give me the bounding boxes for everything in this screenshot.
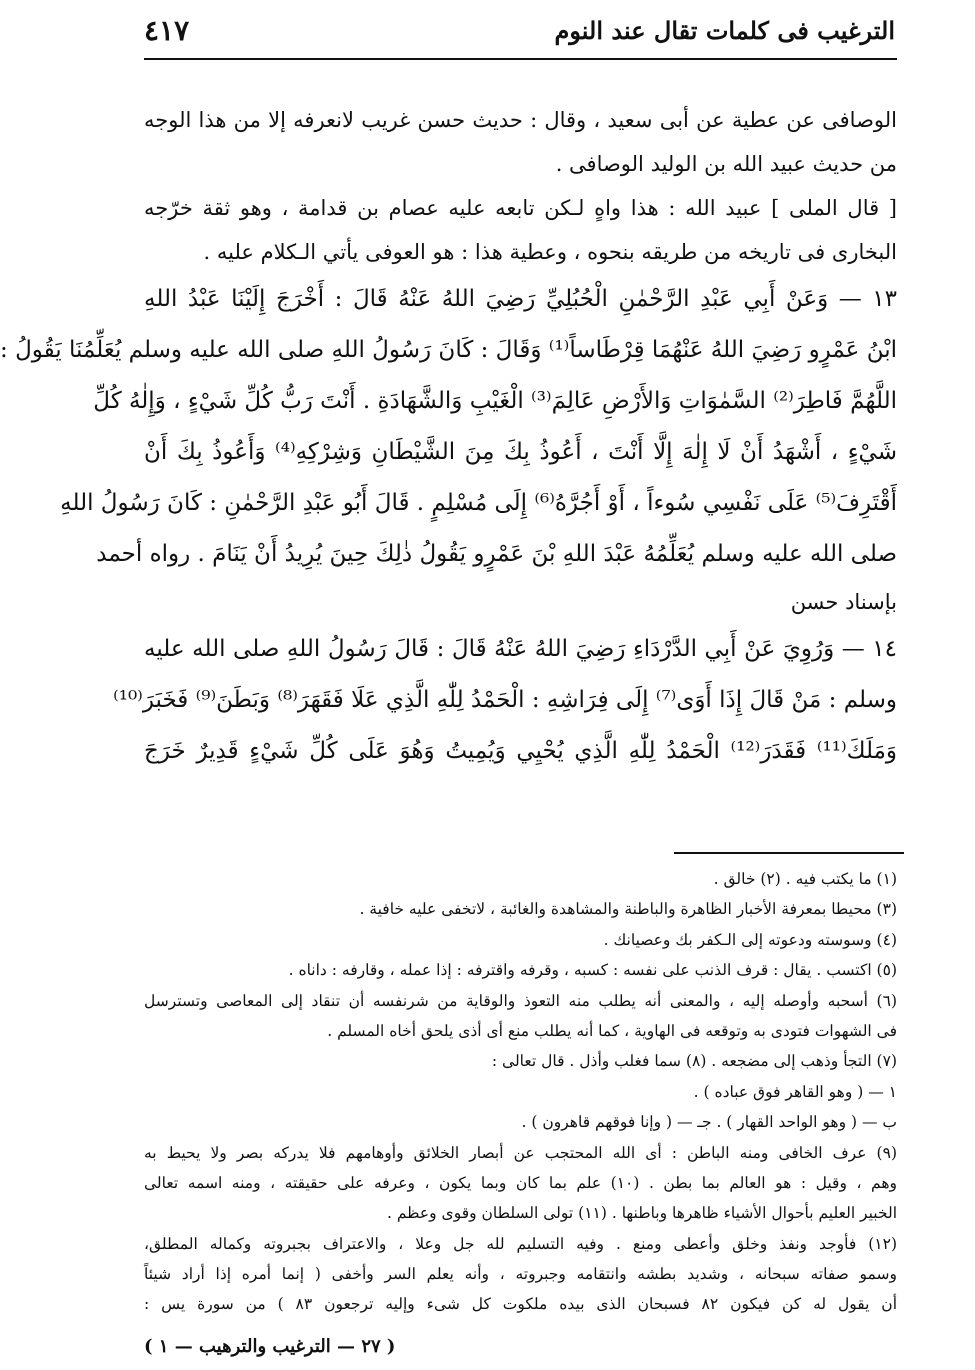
signature-mark: ( ٢٧ — الترغيب والترهيب — ١ ) [144, 1336, 396, 1357]
text-line: شَيْءٍ ، أَشْهَدُ أَنْ لَا إِلٰهَ إِلَّا أَنْتَ ، أَعُوذُ بِكَ مِنَ الشَّيْطَانِ وَشِرْكِهِ⁽⁴⁾ وَأَعُوذُ بِكَ أَنْ [144, 439, 898, 465]
footnote-line: (٣) محيطا بمعرفة الأخبار الظاهرة والباطنة والمشاهدة والغائبة ، لاتخفى عليه خافية . [359, 900, 897, 919]
footnote-line: (٦) أسحبه وأوصله إليه ، والمعنى أنه يطلب منه التعوذ والوقاية من شرنفسه أن تنقاد إلى المعاصى وتسترسل [144, 991, 897, 1010]
footnote-line: ب — ( وهو الواحد القهار ) . جـ — ( وإنا فوقهم قاهرون ) . [521, 1113, 897, 1132]
footnote-line: (١) ما يكتب فيه . (٢) خالق . [713, 870, 897, 888]
text-line: وَمَلَكَ⁽¹¹⁾ فَقَدَرَ⁽¹²⁾ الْحَمْدُ لِلّٰهِ الَّذِي يُحْيِي وَيُمِيتُ وَهُوَ عَلَى كُلِّ شَيْءٍ قَدِيرٌ خَرَجَ [144, 738, 898, 764]
footnote-line: وهم ، وقيل : هو العالم بما بطن . (١٠) علم بما كان وبما يكون ، وعرفه على حقيقته ، ومنه اسمه تعالى [144, 1173, 897, 1192]
text-line: أَقْتَرِفَ⁽⁵⁾ عَلَى نَفْسِي سُوءاً ، أَوْ أَجُرَّهُ⁽⁶⁾ إِلَى مُسْلِمٍ . قَالَ أَبُو عَبْدِ الرَّحْمٰنِ : كَانَ رَسُولُ اللهِ [60, 490, 897, 516]
footnote-line: (٩) عرف الخافى ومنه الباطن : أى الله المحتجب عن أبصار الخلائق وأوهامهم فلا يدركه بصر ولا يحيط به [144, 1143, 897, 1162]
text-line: ١٤ — وَرُوِيَ عَنْ أَبِي الدَّرْدَاءِ رَضِيَ اللهُ عَنْهُ قَالَ : قَالَ رَسُولُ اللهِ صلى الله عليه [144, 636, 897, 662]
text-line: وسلم : مَنْ قَالَ إِذَا أَوَى⁽⁷⁾ إِلَى فِرَاشِهِ : الْحَمْدُ لِلّٰهِ الَّذِي عَلَا فَقَهَرَ⁽⁸⁾ وَبَطَنَ⁽⁹⁾ فَخَبَرَ⁽¹⁰⁾ [113, 687, 897, 713]
page-number: ٤١٧ [144, 14, 190, 47]
footnote-line: ١ — ( وهو القاهر فوق عباده ) . [693, 1082, 897, 1101]
main-text [0, 98, 898, 777]
footnote-separator [674, 852, 904, 854]
text-line: الوصافى عن عطية عن أبى سعيد ، وقال : حديث حسن غريب لانعرفه إلا من هذا الوجه [144, 108, 897, 132]
text-line: ١٣ — وَعَنْ أَبِي عَبْدِ الرَّحْمٰنِ الْحُبُلِيِّ رَضِيَ اللهُ عَنْهُ قَالَ : أَخْرَجَ إِلَيْنَا عَبْدُ اللهِ [144, 286, 897, 312]
footnote-line: (١٢) فأوجد ونفذ وخلق وأعطى ومنع . وفيه التسليم لله جل وعلا ، والاعتراف بجبروته وكماله المطلق، [144, 1234, 897, 1253]
page-header [144, 12, 895, 52]
header-rule [144, 58, 897, 60]
footnote-line: (٤) وسوسته ودعوته إلى الـكفر بك وعصيانك . [603, 930, 897, 949]
footnote-line: الخبير العليم بأحوال الأشياء ظاهرها وباطنها . (١١) تولى السلطان وقوى وعظم . [387, 1204, 897, 1223]
text-line: بإسناد حسن [790, 590, 897, 614]
running-title: الترغيب فى كلمات تقال عند النوم [554, 16, 895, 45]
text-line: صلى الله عليه وسلم يُعَلِّمُهُ عَبْدَ اللهِ بْنَ عَمْرٍو يَقُولُ ذٰلِكَ حِينَ يُرِيدُ أَنْ يَنَامَ . رواه أحمد [96, 541, 897, 567]
text-line: اللَّهُمَّ فَاطِرَ⁽²⁾ السَّمٰوَاتِ وَالأَرْضِ عَالِمَ⁽³⁾ الْغَيْبِ وَالشَّهَادَةِ . أَنْتَ رَبُّ كُلِّ شَيْءٍ ، وَإِلٰهُ كُلِّ [93, 388, 897, 414]
footnotes [144, 864, 897, 1320]
footnote-line: (٧) التجأ وذهب إلى مضجعه . (٨) سما فغلب وأذل . قال تعالى : [491, 1052, 897, 1071]
text-line: ابْنُ عَمْرٍو رَضِيَ اللهُ عَنْهُمَا قِرْطَاساً⁽¹⁾ وَقَالَ : كَانَ رَسُولُ اللهِ صلى الله عليه وسلم يُعَلِّمُنَا يَقُولُ : [0, 337, 897, 363]
footnote-line: أن يقول له كن فيكون ٨٢ فسبحان الذى بيده ملكوت كل شىء وإليه ترجعون ٨٣ ) من سورة يس : [144, 1295, 897, 1314]
text-line: [ قال الملى ] عبيد الله : هذا واهٍ لـكن تابعه عليه عصام بن قدامة ، وهو ثقة خرّجه [144, 196, 897, 220]
footnote-line: فى الشهوات فتودى به وتوقعه فى الهاوية ، كما أنه يطلب منع أى أذى يلحق أخاه المسلم . [327, 1021, 897, 1040]
text-line: من حديث عبيد الله بن الوليد الوصافى . [555, 152, 897, 176]
text-line: البخارى فى تاريخه من طريقه بنحوه ، وعطية هذا : هو العوفى يأتي الـكلام عليه . [203, 240, 897, 264]
footnote-line: وسمو صفاته سبحانه ، وشديد بطشه وانتقامه وجبروته ، وأنه يعلم السر وأخفى ( إنما أمره إذا أراد شيئاً [144, 1265, 897, 1284]
footnote-line: (٥) اكتسب . يقال : قرف الذنب على نفسه : كسبه ، وقرفه واقترفه : إذا عمله ، وقارفه : داناه . [288, 961, 897, 980]
